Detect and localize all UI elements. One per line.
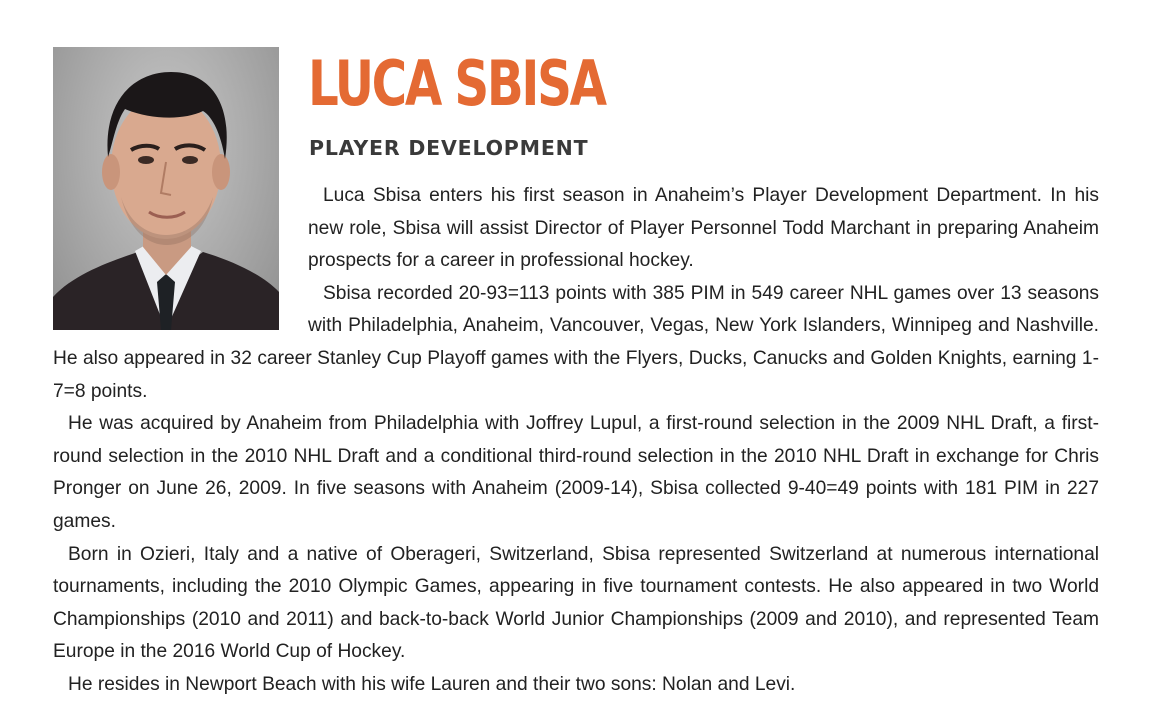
bio-paragraph: He was acquired by Anaheim from Philadelphia with Joffrey Lupul, a first-round selection in the 2009 NHL Draft, a first-round selection in the 2010 NHL Draft and a conditional third-round selection in the 2010 NHL Draft in exchange for Chris Pronger on June 26, 2009. In five seasons with Anaheim (2009-14), Sbisa collected 9-40=49 points with 181 PIM in 227 games. bbox=[53, 413, 1099, 532]
bio-paragraph: Luca Sbisa enters his first season in Anaheim’s Player Development Department. In his new role, Sbisa will assist Director of Player Personnel Todd Marchant in preparing Anaheim prospects for a career in professional hockey. bbox=[308, 185, 1099, 272]
bio-paragraph: He resides in Newport Beach with his wife Lauren and their two sons: Nolan and Levi. bbox=[68, 673, 796, 695]
player-role: PLAYER DEVELOPMENT bbox=[309, 136, 589, 160]
player-bio bbox=[53, 180, 1099, 702]
bio-paragraph: Born in Ozieri, Italy and a native of Oberageri, Switzerland, Sbisa represented Switzerland at numerous international tournaments, including the 2010 Olympic Games, appearing in five tournament contests. He also appeared in two World Championships (2010 and 2011) and back-to-back World Junior Championships (2009 and 2010), and represented Team Europe in the 2016 World Cup of Hockey. bbox=[53, 543, 1099, 663]
player-name: LUCA SBISA bbox=[308, 47, 605, 120]
photo-wrap-spacer bbox=[53, 180, 308, 330]
bio-paragraph: Sbisa recorded 20-93=113 points with 385 PIM in 549 career NHL games over 13 seasons with Philadelphia, Anaheim, Vancouver, Vegas, New York Islanders, Winnipeg and Nashville. He also appeared in 32 career Stanley Cup Playoff games with the Flyers, Ducks, Canucks and Golden Knights, earning 1-7=8 points. bbox=[53, 282, 1099, 402]
